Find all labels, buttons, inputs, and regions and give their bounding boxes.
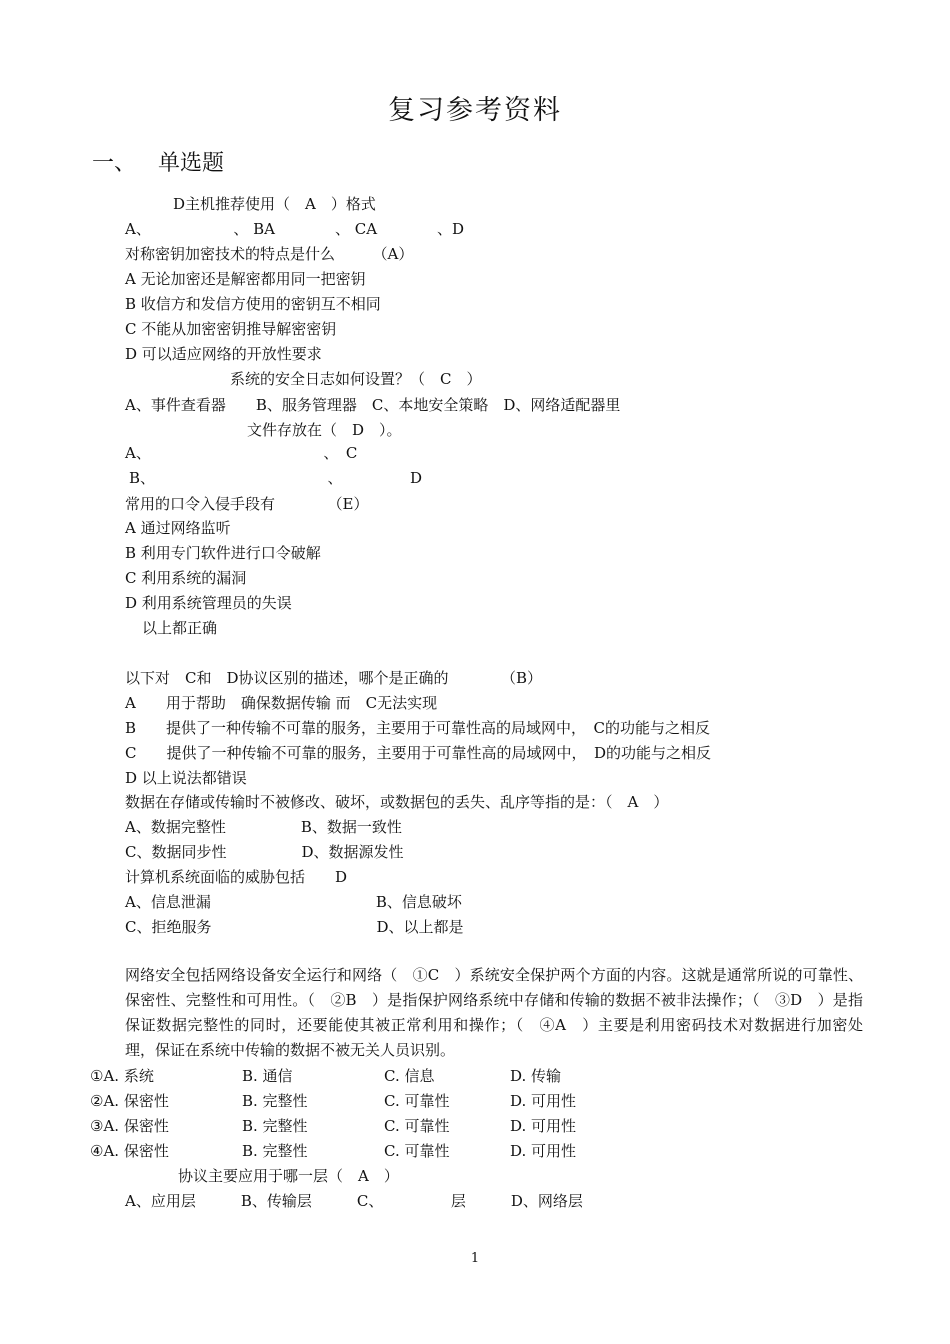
answer-line: A 无论加密还是解密都用同一把密钥 — [125, 270, 366, 288]
answer-line: A 用于帮助 确保数据传输 而 C无法实现 — [125, 694, 438, 712]
option-c: C. 可靠性 — [384, 1092, 450, 1110]
option-d: D. 可用性 — [510, 1092, 577, 1110]
option-c: C. 信息 — [384, 1067, 435, 1085]
answer-line: A、信息泄漏 B、信息破坏 — [125, 893, 462, 911]
answer-line: D 可以适应网络的开放性要求 — [125, 345, 322, 363]
answer-line: C 利用系统的漏洞 — [125, 569, 247, 587]
answer-line: D 利用系统管理员的失误 — [125, 594, 292, 612]
answer-line: A、事件查看器 B、服务管理器 C、本地安全策略 D、网络适配器里 — [125, 396, 621, 414]
question-line: 对称密钥加密技术的特点是什么 （A） — [125, 245, 414, 263]
option-b: B. 通信 — [242, 1067, 293, 1085]
answer-line: C 不能从加密密钥推导解密密钥 — [125, 320, 337, 338]
option-d: D. 可用性 — [510, 1117, 577, 1135]
option-d: D. 传输 — [510, 1067, 562, 1085]
answer-line: B 收信方和发信方使用的密钥互不相同 — [125, 295, 381, 313]
question-line: 数据在存储或传输时不被修改、破坏，或数据包的丢失、乱序等指的是：（ A ） — [125, 793, 669, 811]
option-row-a: ②A. 保密性 — [90, 1092, 169, 1110]
option-c: C. 可靠性 — [384, 1117, 450, 1135]
option-row-a: ③A. 保密性 — [90, 1117, 169, 1135]
question-line: 计算机系统面临的威胁包括 D — [125, 868, 348, 886]
option-b: B. 完整性 — [242, 1142, 308, 1160]
question-line: 协议主要应用于哪一层（ A ） — [178, 1167, 399, 1185]
answer-line: C、拒绝服务 D、以上都是 — [125, 918, 464, 936]
question-paragraph: 网络安全包括网络设备安全运行和网络（ ①C ）系统安全保护两个方面的内容。这就是通常所说的可靠性、保密性、完整性和可用性。（ ②B ）是指保护网络系统中存储和传输的数据不被非法操作；（ ③D ）是指保证数据完整性的同时，还要能使其被正常利用和操作；（ ④A ）主要是利用密码技术对数据进行加密处理，保证在系统中传输的数据不被无关人员识别。 — [125, 966, 863, 1059]
option-row-a: ①A. 系统 — [90, 1067, 154, 1085]
option-d: D. 可用性 — [510, 1142, 577, 1160]
answer-line: C、数据同步性 D、数据源发性 — [125, 843, 404, 861]
answer-line: C 提供了一种传输不可靠的服务，主要用于可靠性高的局域网中， D的功能与之相反 — [125, 744, 712, 762]
section-number: 一、 — [92, 151, 137, 176]
answer-line: A、数据完整性 B、数据一致性 — [125, 818, 402, 836]
section-label: 单选题 — [158, 151, 225, 176]
question-line: D主机推荐使用（ A ）格式 — [173, 195, 376, 213]
answer-line: D 以上说法都错误 — [125, 769, 247, 787]
answer-line: A、 、 BA 、 CA 、D — [125, 220, 465, 238]
question-line: 系统的安全日志如何设置？（ C ） — [230, 370, 482, 388]
option-row-a: ④A. 保密性 — [90, 1142, 169, 1160]
answer-line: 以上都正确 — [142, 619, 218, 637]
answer-line: A、 、 C — [125, 444, 358, 462]
answer-line: B 利用专门软件进行口令破解 — [125, 544, 321, 562]
question-line: 文件存放在（ D ）。 — [247, 421, 402, 439]
answer-line: A 通过网络监听 — [125, 519, 231, 537]
answer-line: A、应用层 B、传输层 C、 层 D、网络层 — [125, 1192, 583, 1210]
option-b: B. 完整性 — [242, 1092, 308, 1110]
section-heading — [92, 146, 224, 177]
question-line: 以下对 C和 D协议区别的描述，哪个是正确的 （B） — [125, 669, 543, 687]
answer-line: B 提供了一种传输不可靠的服务，主要用于可靠性高的局域网中， C的功能与之相反 — [125, 719, 711, 737]
answer-line: B、 、 D — [129, 469, 423, 487]
page-title: 复习参考资料 — [388, 95, 562, 126]
question-line: 常用的口令入侵手段有 （E） — [125, 495, 369, 513]
option-c: C. 可靠性 — [384, 1142, 450, 1160]
page-number: 1 — [470, 1251, 480, 1266]
option-b: B. 完整性 — [242, 1117, 308, 1135]
